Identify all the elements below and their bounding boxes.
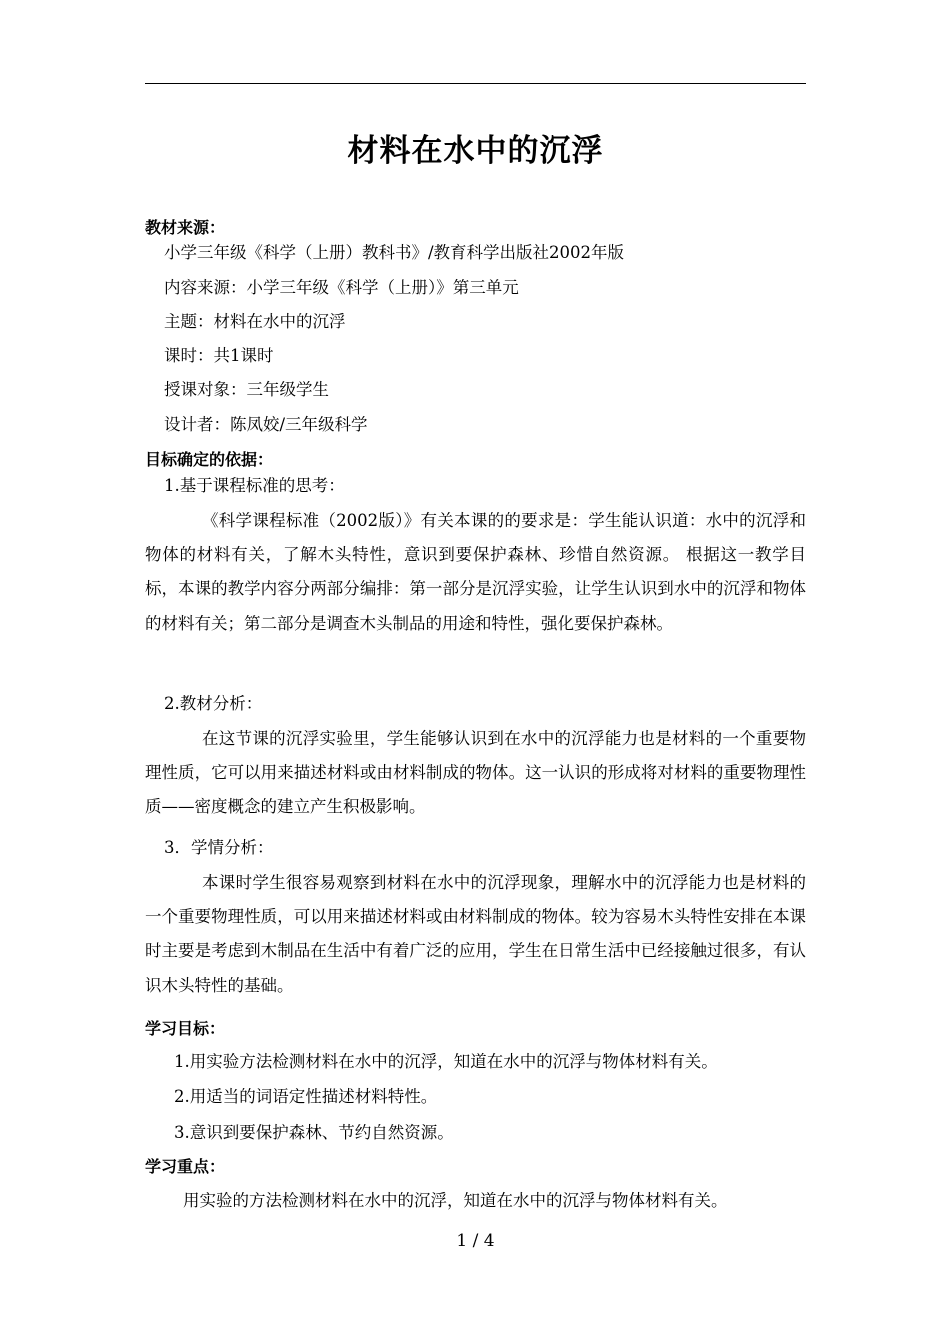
focus-text: 用实验的方法检测材料在水中的沉浮，知道在水中的沉浮与物体材料有关。 [183, 1191, 728, 1210]
basis-item3-label: 3．学情分析： [164, 838, 274, 857]
goal-item-2: 2.用适当的词语定性描述材料特性。 [174, 1087, 438, 1106]
page-number: 1 / 4 [456, 1231, 495, 1251]
source-line-hours: 课时：共1课时 [164, 346, 274, 365]
source-line-topic: 主题：材料在水中的沉浮 [164, 312, 346, 331]
basis-item3-paragraph: 本课时学生很容易观察到材料在水中的沉浮现象，理解水中的沉浮能力也是材料的一个重要物理性质，可以用来描述材料或由材料制成的物体。较为容易木头特性安排在本课时主要是考虑到木制品在生活中有着广泛的应用，学生在日常生活中已经接触过很多，有认识木头特性的基础。 [145, 873, 806, 995]
goals-heading: 学习目标： [145, 1019, 226, 1038]
source-line-textbook: 小学三年级《科学（上册）教科书》/教育科学出版社2002年版 [164, 243, 625, 262]
basis-item2-paragraph: 在这节课的沉浮实验里，学生能够认识到在水中的沉浮能力也是材料的一个重要物理性质，它可以用来描述材料或由材料制成的物体。这一认识的形成将对材料的重要物理性质——密度概念的建立产生积极影响。 [145, 729, 806, 817]
source-line-content: 内容来源：小学三年级《科学（上册）》第三单元 [164, 278, 519, 297]
basis-item1-label: 1.基于课程标准的思考： [164, 476, 345, 495]
basis-item2-label: 2.教材分析： [164, 694, 263, 713]
goal-item-3: 3.意识到要保护森林、节约自然资源。 [174, 1123, 454, 1142]
source-line-designer: 设计者：陈凤姣/三年级科学 [164, 415, 368, 434]
basis-heading: 目标确定的依据： [145, 450, 274, 469]
source-line-audience: 授课对象：三年级学生 [164, 380, 329, 399]
source-heading: 教材来源： [145, 218, 226, 237]
document-title: 材料在水中的沉浮 [347, 133, 604, 169]
basis-item1-paragraph: 《科学课程标准（2002版）》有关本课的的要求是：学生能认识道：水中的沉浮和物体的材料有关，了解木头特性，意识到要保护森林、珍惜自然资源。 根据这一教学目标，本课的教学内容分两部分编排：第一部分是沉浮实验，让学生认识到水中的沉浮和物体的材料有关；第二部分是调查木头制品的用途和特性，强化要保护森林。 [145, 511, 806, 633]
header-rule [145, 83, 806, 84]
focus-heading: 学习重点： [145, 1157, 226, 1176]
goal-item-1: 1.用实验方法检测材料在水中的沉浮，知道在水中的沉浮与物体材料有关。 [174, 1052, 718, 1071]
